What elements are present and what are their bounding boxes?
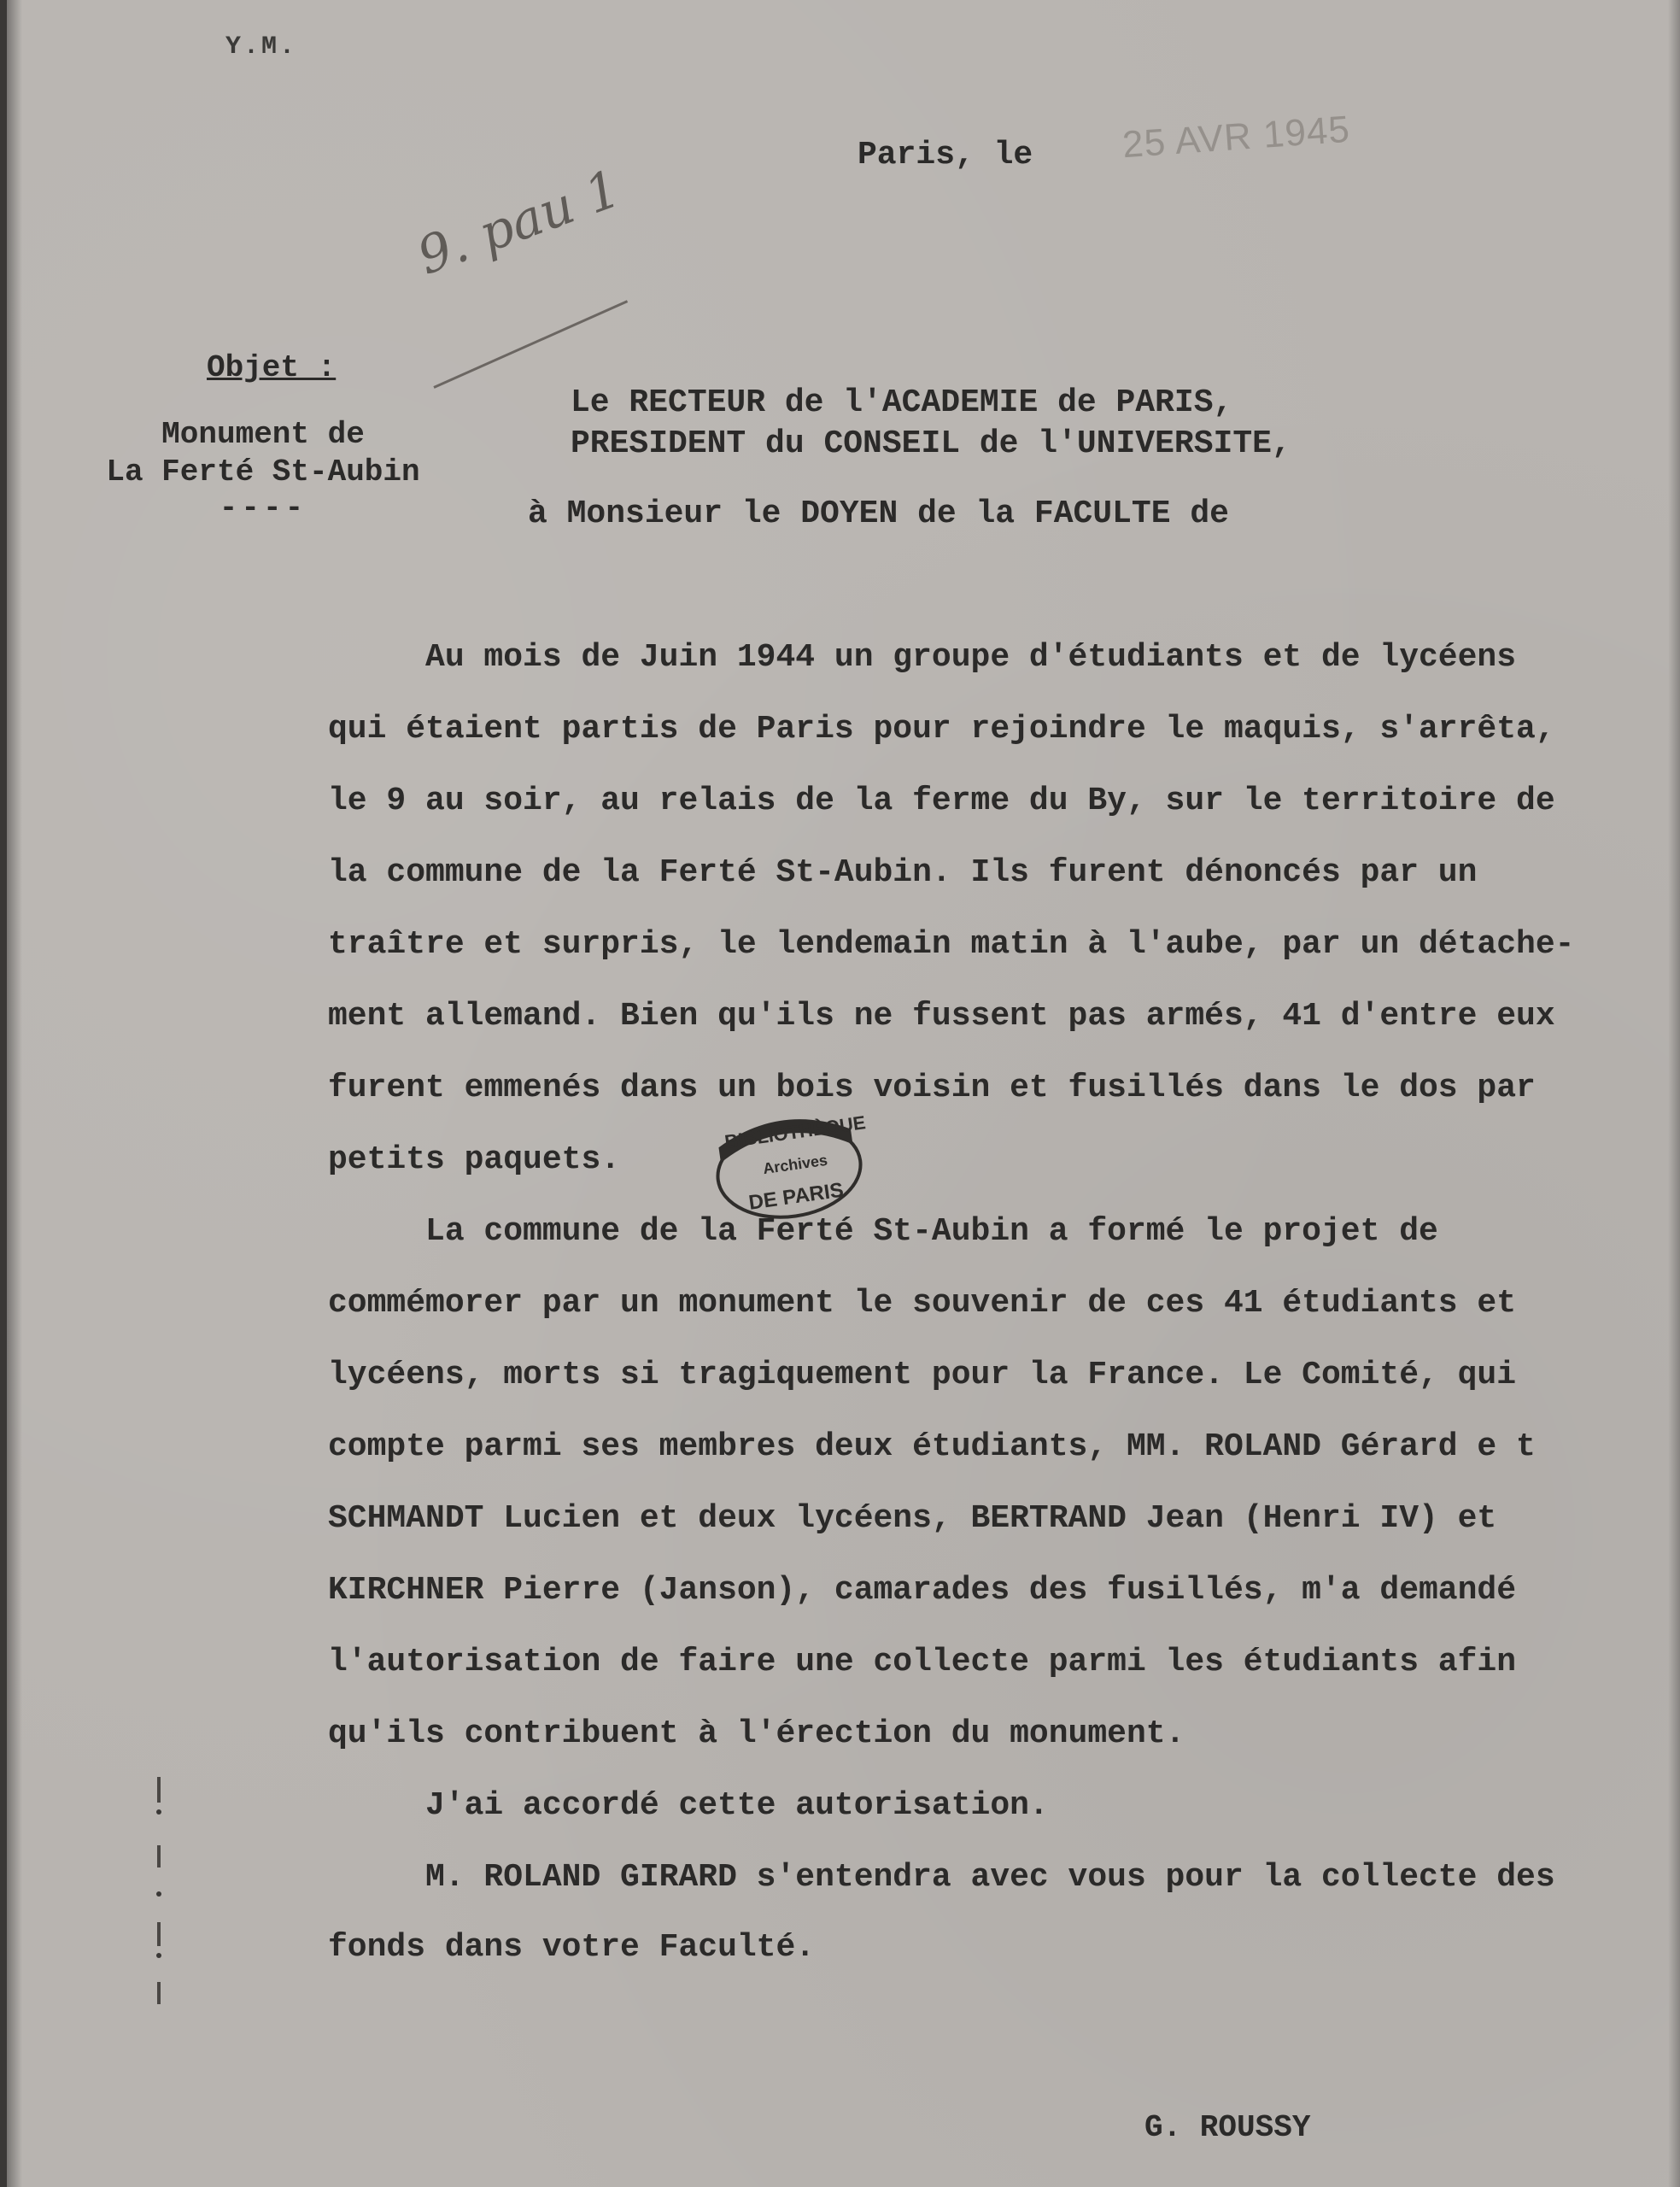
sender-line-1: Le RECTEUR de l'ACADEMIE de PARIS, <box>571 384 1233 421</box>
body-line: fonds dans votre Faculté. <box>328 1929 816 1966</box>
body-line: SCHMANDT Lucien et deux lycéens, BERTRAND Jean (Henri IV) et <box>328 1500 1497 1537</box>
binding-mark <box>157 1922 161 1946</box>
reference-initials: Y.M. <box>225 32 298 62</box>
place-label: Paris, le <box>858 137 1033 173</box>
subject-line-2: La Ferté St-Aubin <box>106 454 420 490</box>
recipient-line: à Monsieur le DOYEN de la FACULTE de <box>528 495 1229 532</box>
subject-underline: ---- <box>219 490 307 525</box>
binding-hole <box>156 1953 161 1958</box>
subject-label: Objet : <box>207 350 337 385</box>
binding-mark <box>157 1845 161 1867</box>
binding-mark <box>157 1777 161 1803</box>
handwritten-stroke <box>433 300 628 389</box>
body-line: furent emmenés dans un bois voisin et fusillés dans le dos par <box>328 1070 1536 1106</box>
subject-line-1: Monument de <box>161 417 365 452</box>
signature: G. ROUSSY <box>1144 2110 1311 2145</box>
body-line: qui étaient partis de Paris pour rejoindre le maquis, s'arrêta, <box>328 711 1555 748</box>
binding-hole <box>156 1809 161 1815</box>
body-line: lycéens, morts si tragiquement pour la France. Le Comité, qui <box>328 1357 1517 1393</box>
seal-bottom-text: DE PARIS <box>747 1178 846 1215</box>
binding-mark <box>157 1982 161 2004</box>
body-line: Au mois de Juin 1944 un groupe d'étudiants et de lycéens <box>328 639 1517 676</box>
body-line: KIRCHNER Pierre (Janson), camarades des fusillés, m'a demandé <box>328 1572 1517 1609</box>
body-line: le 9 au soir, au relais de la ferme du By, sur le territoire de <box>328 783 1555 819</box>
body-line: qu'ils contribuent à l'érection du monument. <box>328 1715 1185 1752</box>
body-line: J'ai accordé cette autorisation. <box>328 1787 1049 1824</box>
body-line: compte parmi ses membres deux étudiants, MM. ROLAND Gérard e t <box>328 1428 1536 1465</box>
body-line: ment allemand. Bien qu'ils ne fussent pas armés, 41 d'entre eux <box>328 998 1555 1035</box>
seal-middle-text: Archives <box>762 1151 829 1178</box>
body-line: l'autorisation de faire une collecte parmi les étudiants afin <box>328 1644 1517 1680</box>
body-line: M. ROLAND GIRARD s'entendra avec vous pour la collecte des <box>328 1859 1555 1896</box>
body-line: la commune de la Ferté St-Aubin. Ils furent dénoncés par un <box>328 854 1478 891</box>
handwritten-note: 9. pau 1 <box>410 158 629 287</box>
body-line: petits paquets. <box>328 1141 621 1178</box>
sender-line-2: PRESIDENT du CONSEIL de l'UNIVERSITE, <box>571 425 1291 462</box>
body-line: commémorer par un monument le souvenir de ces 41 étudiants et <box>328 1285 1517 1322</box>
letter-page <box>7 0 1680 2187</box>
body-line: La commune de la Ferté St-Aubin a formé le projet de <box>328 1213 1438 1250</box>
binding-hole <box>156 1891 161 1897</box>
page-edge-shadow-right <box>1668 0 1680 2187</box>
date-stamp: 25 AVR 1945 <box>1121 108 1352 167</box>
page-edge-shadow <box>7 0 22 2187</box>
seal-top-text: BIBLIOTHÈQUE <box>723 1111 867 1153</box>
body-line: traître et surpris, le lendemain matin à l'aube, par un détache- <box>328 926 1575 963</box>
